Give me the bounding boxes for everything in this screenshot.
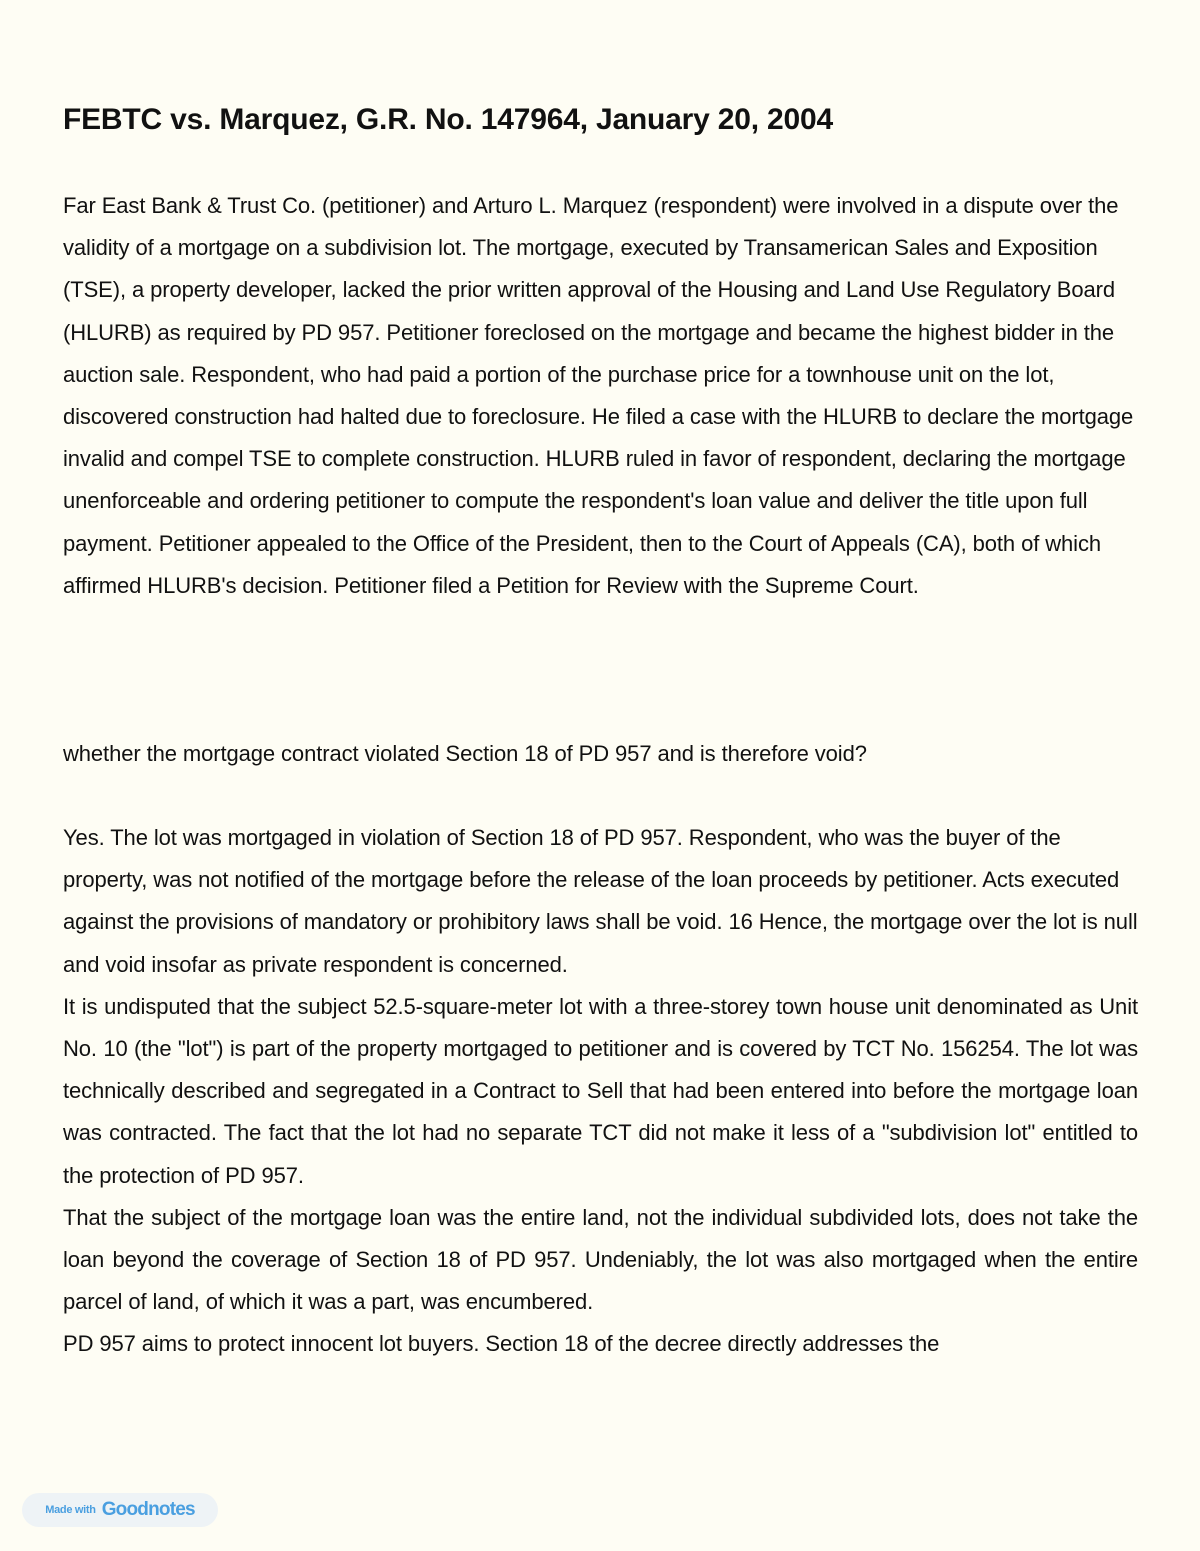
ruling-paragraph-2: It is undisputed that the subject 52.5-square-meter lot with a three-storey town house unit denominated as Unit No. 10 (the "lot") is part of the property mortgaged to petitioner and is covered by TCT No. 156254. The lot was technically described and segregated in a Contract to Sell that had been entered into before the mortgage loan was contracted. The fact that the lot had no separate TCT did not make it less of a "subdivision lot" entitled to the protection of PD 957. — [63, 993, 1138, 1188]
ruling-paragraph-1: Yes. The lot was mortgaged in violation of Section 18 of PD 957. Respondent, who was the buyer of the property, was not notified of the mortgage before the release of the loan proceeds by petitioner. Acts executed against the provisions of mandatory or prohibitory laws shall be void. 16 Hence, the mortgage over the lot is null and void insofar as private respondent is concerned. — [63, 825, 1138, 977]
ruling-paragraph-4: PD 957 aims to protect innocent lot buyers. Section 18 of the decree directly addresses the — [63, 1331, 940, 1357]
goodnotes-watermark — [22, 1493, 218, 1527]
document-title: FEBTC vs. Marquez, G.R. No. 147964, January 20, 2004 — [63, 103, 833, 136]
ruling-paragraph-3: That the subject of the mortgage loan was the entire land, not the individual subdivided lots, does not take the loan beyond the coverage of Section 18 of PD 957. Undeniably, the lot was also mortgaged when the entire parcel of land, of which it was a part, was encumbered. — [63, 1204, 1138, 1315]
facts-paragraph: Far East Bank & Trust Co. (petitioner) and Arturo L. Marquez (respondent) were involved in a dispute over the validity of a mortgage on a subdivision lot. The mortgage, executed by Transamerican Sales and Exposition (TSE), a property developer, lacked the prior written approval of the Housing and Land Use Regulatory Board (HLURB) as required by PD 957. Petitioner foreclosed on the mortgage and became the highest bidder in the auction sale. Respondent, who had paid a portion of the purchase price for a townhouse unit on the lot, discovered construction had halted due to foreclosure. He filed a case with the HLURB to declare the mortgage invalid and compel TSE to complete construction. HLURB ruled in favor of respondent, declaring the mortgage unenforceable and ordering petitioner to compute the respondent's loan value and deliver the title upon full payment. Petitioner appealed to the Office of the President, then to the Court of Appeals (CA), both of which affirmed HLURB's decision. Petitioner filed a Petition for Review with the Supreme Court. — [63, 193, 1134, 598]
goodnotes-logo: Goodnotes — [101, 1499, 195, 1520]
issue-paragraph: whether the mortgage contract violated Section 18 of PD 957 and is therefore void? — [63, 741, 867, 766]
watermark-prefix: Made with — [45, 1504, 96, 1516]
ruling-section — [63, 817, 1138, 1366]
